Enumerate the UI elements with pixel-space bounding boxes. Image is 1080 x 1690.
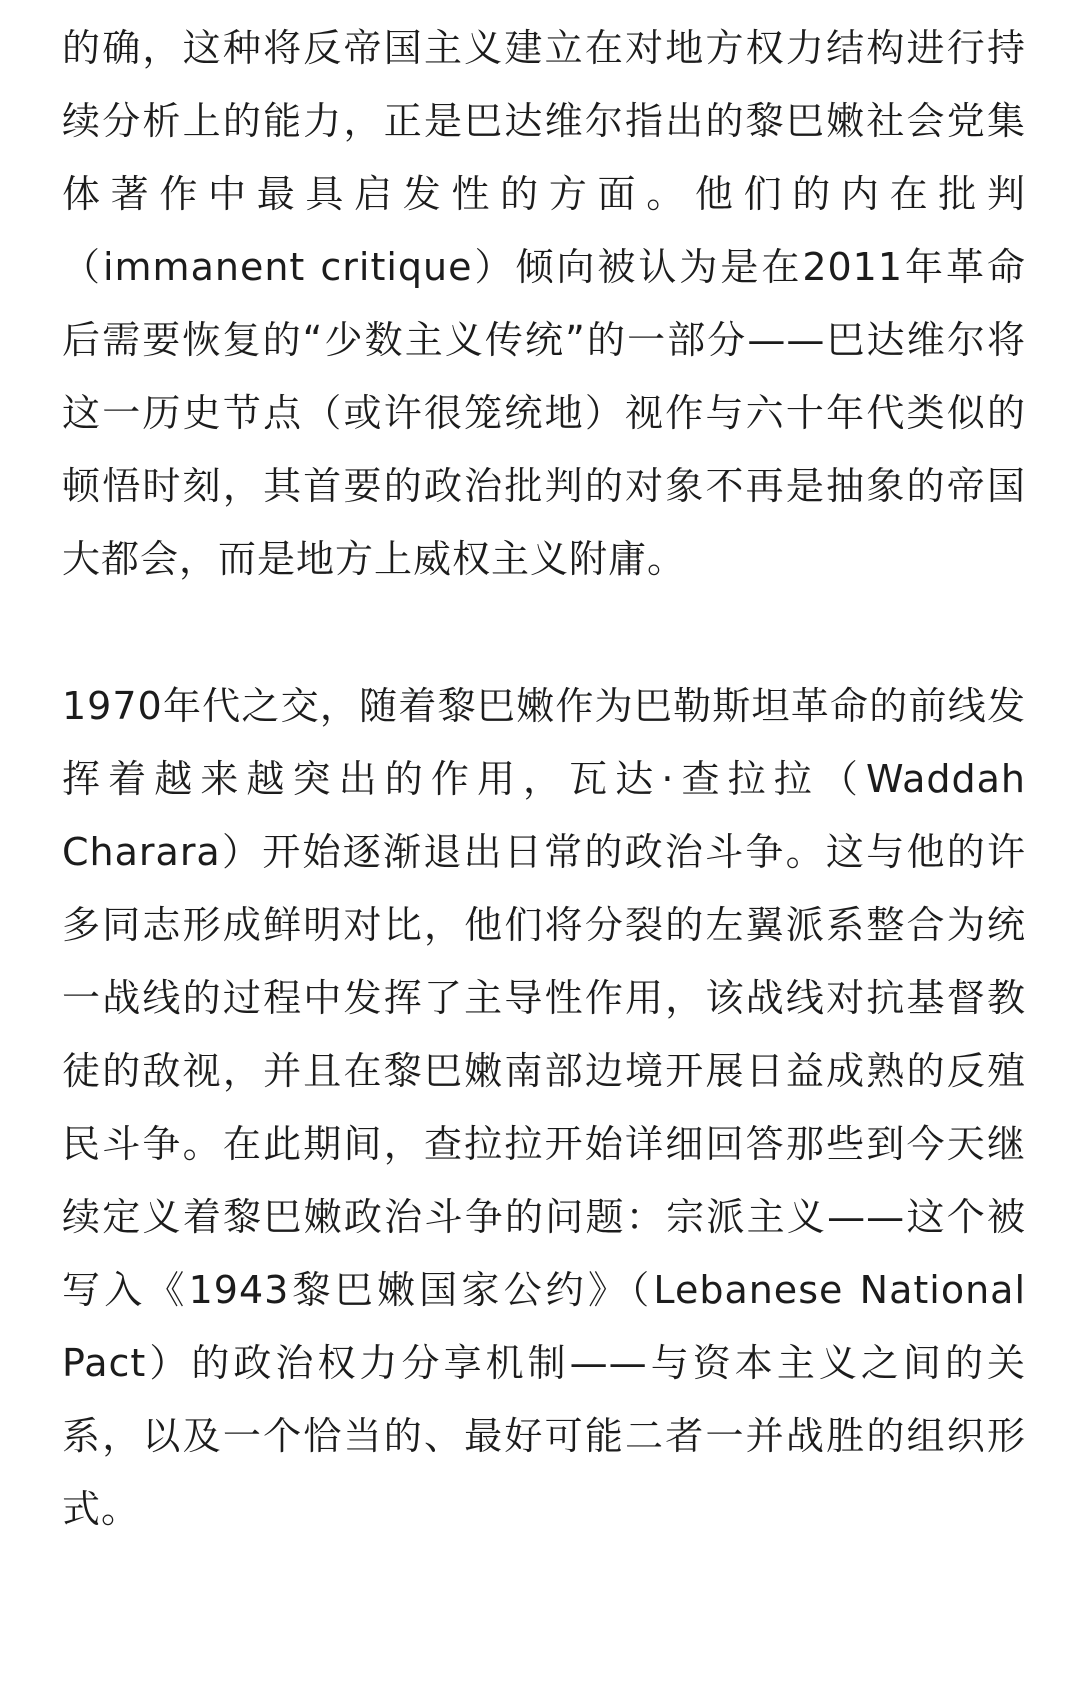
article-body [62, 12, 1026, 1546]
paragraph-1: 的确，这种将反帝国主义建立在对地方权力结构进行持续分析上的能力，正是巴达维尔指出的黎巴嫩社会党集体著作中最具启发性的方面。他们的内在批判（immanent critique）倾向被认为是在2011年革命后需要恢复的“少数主义传统”的一部分——巴达维尔将这一历史节点（或许很笼统地）视作与六十年代类似的顿悟时刻，其首要的政治批判的对象不再是抽象的帝国大都会，而是地方上威权主义附庸。 [62, 26, 1026, 581]
paragraph-2: 1970年代之交，随着黎巴嫩作为巴勒斯坦革命的前线发挥着越来越突出的作用，瓦达·查拉拉（Waddah Charara）开始逐渐退出日常的政治斗争。这与他的许多同志形成鲜明对比，他们将分裂的左翼派系整合为统一战线的过程中发挥了主导性作用，该战线对抗基督教徒的敌视，并且在黎巴嫩南部边境开展日益成熟的反殖民斗争。在此期间，查拉拉开始详细回答那些到今天继续定义着黎巴嫩政治斗争的问题：宗派主义——这个被写入《1943黎巴嫩国家公约》（Lebanese National Pact）的政治权力分享机制——与资本主义之间的关系，以及一个恰当的、最好可能二者一并战胜的组织形式。 [62, 684, 1026, 1531]
